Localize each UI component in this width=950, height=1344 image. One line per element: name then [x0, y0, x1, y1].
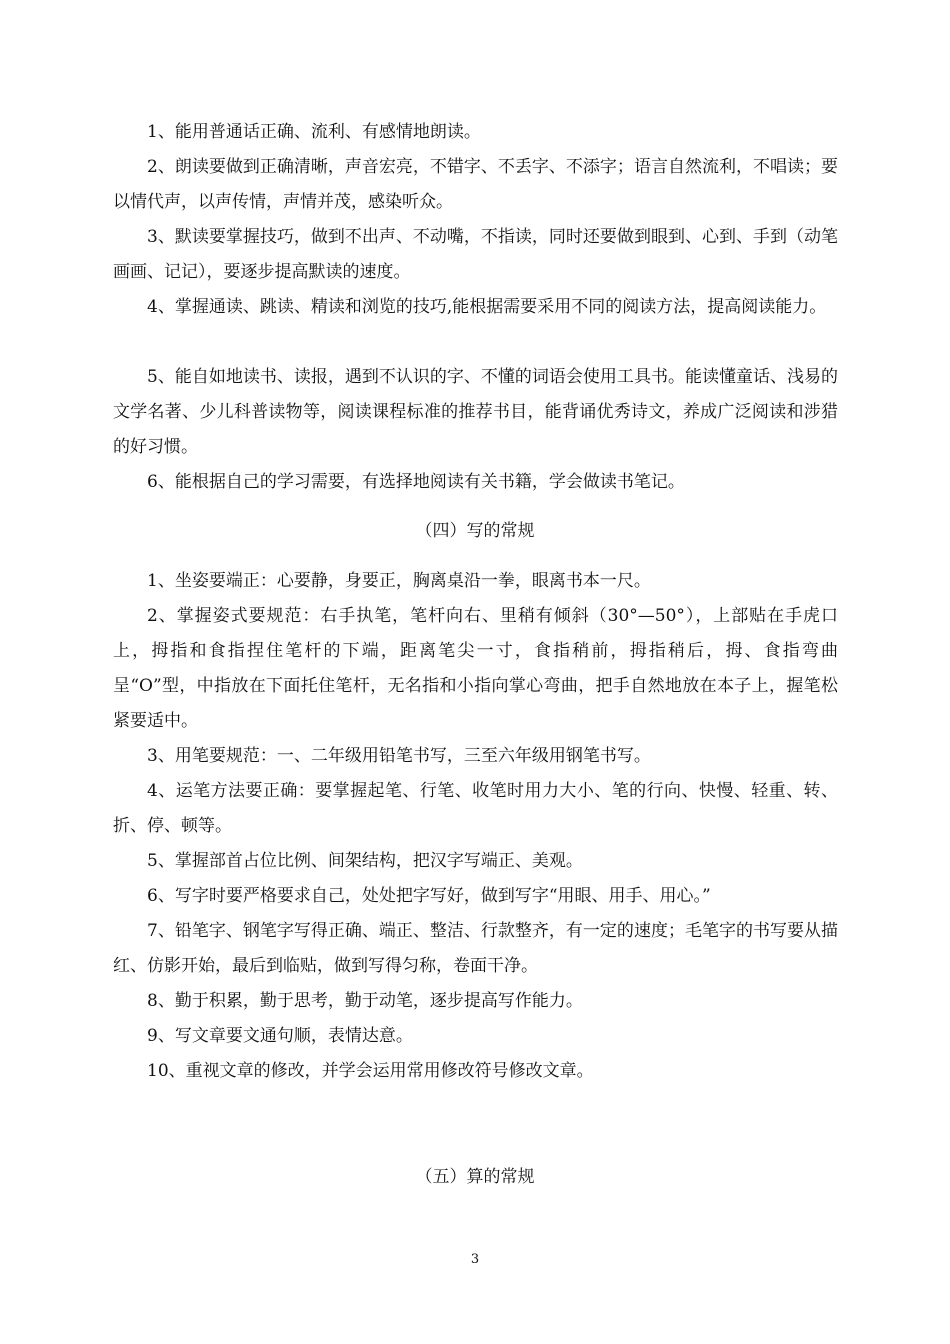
reading-item-6: 6、能根据自己的学习需要，有选择地阅读有关书籍，学会做读书笔记。: [147, 472, 685, 492]
writing-item-8: 8、勤于积累，勤于思考，勤于动笔，逐步提高写作能力。: [147, 991, 583, 1011]
writing-item-5: 5、掌握部首占位比例、间架结构，把汉字写端正、美观。: [147, 851, 583, 871]
writing-item-7: 7、铅笔字、钢笔字写得正确、端正、整洁、行款整齐，有一定的速度；毛笔字的书写要从描红、仿影开始，最后到临贴，做到写得匀称，卷面干净。: [113, 921, 838, 976]
reading-item-2: 2、朗读要做到正确清晰，声音宏亮，不错字、不丢字、不添字；语言自然流利，不唱读；要以情代声，以声传情，声情并茂，感染听众。: [113, 157, 838, 212]
reading-item-4: 4、掌握通读、跳读、精读和浏览的技巧,能根据需要采用不同的阅读方法，提高阅读能力。: [147, 297, 827, 317]
section-heading-writing: （四）写的常规: [415, 521, 535, 541]
writing-item-6: 6、写字时要严格要求自己，处处把字写好，做到写字“用眼、用手、用心。”: [147, 886, 711, 906]
writing-item-10: 10、重视文章的修改，并学会运用常用修改符号修改文章。: [147, 1061, 594, 1081]
section-heading-calculation: （五）算的常规: [415, 1167, 535, 1187]
page-number: 3: [470, 1252, 480, 1267]
writing-item-1: 1、坐姿要端正：心要静，身要正，胸离桌沿一拳，眼离书本一尺。: [147, 571, 651, 591]
reading-item-3: 3、默读要掌握技巧，做到不出声、不动嘴，不指读，同时还要做到眼到、心到、手到（动笔画画、记记），要逐步提高默读的速度。: [113, 227, 838, 282]
writing-item-4: 4、运笔方法要正确：要掌握起笔、行笔、收笔时用力大小、笔的行向、快慢、轻重、转、折、停、顿等。: [113, 781, 838, 836]
reading-item-5: 5、能自如地读书、读报，遇到不认识的字、不懂的词语会使用工具书。能读懂童话、浅易的文学名著、少儿科普读物等，阅读课程标准的推荐书目，能背诵优秀诗文，养成广泛阅读和涉猎的好习惯。: [113, 367, 838, 457]
writing-item-3: 3、用笔要规范：一、二年级用铅笔书写，三至六年级用钢笔书写。: [147, 746, 651, 766]
reading-item-1: 1、能用普通话正确、流利、有感情地朗读。: [147, 122, 481, 142]
writing-item-9: 9、写文章要文通句顺，表情达意。: [147, 1026, 413, 1046]
writing-item-2: 2、掌握姿式要规范：右手执笔，笔杆向右、里稍有倾斜（30°—50°），上部贴在手虎口上，拇指和食指捏住笔杆的下端，距离笔尖一寸，食指稍前，拇指稍后，拇、食指弯曲呈“O”型，中指放在下面托住笔杆，无名指和小指向掌心弯曲，把手自然地放在本子上，握笔松紧要适中。: [113, 606, 838, 731]
